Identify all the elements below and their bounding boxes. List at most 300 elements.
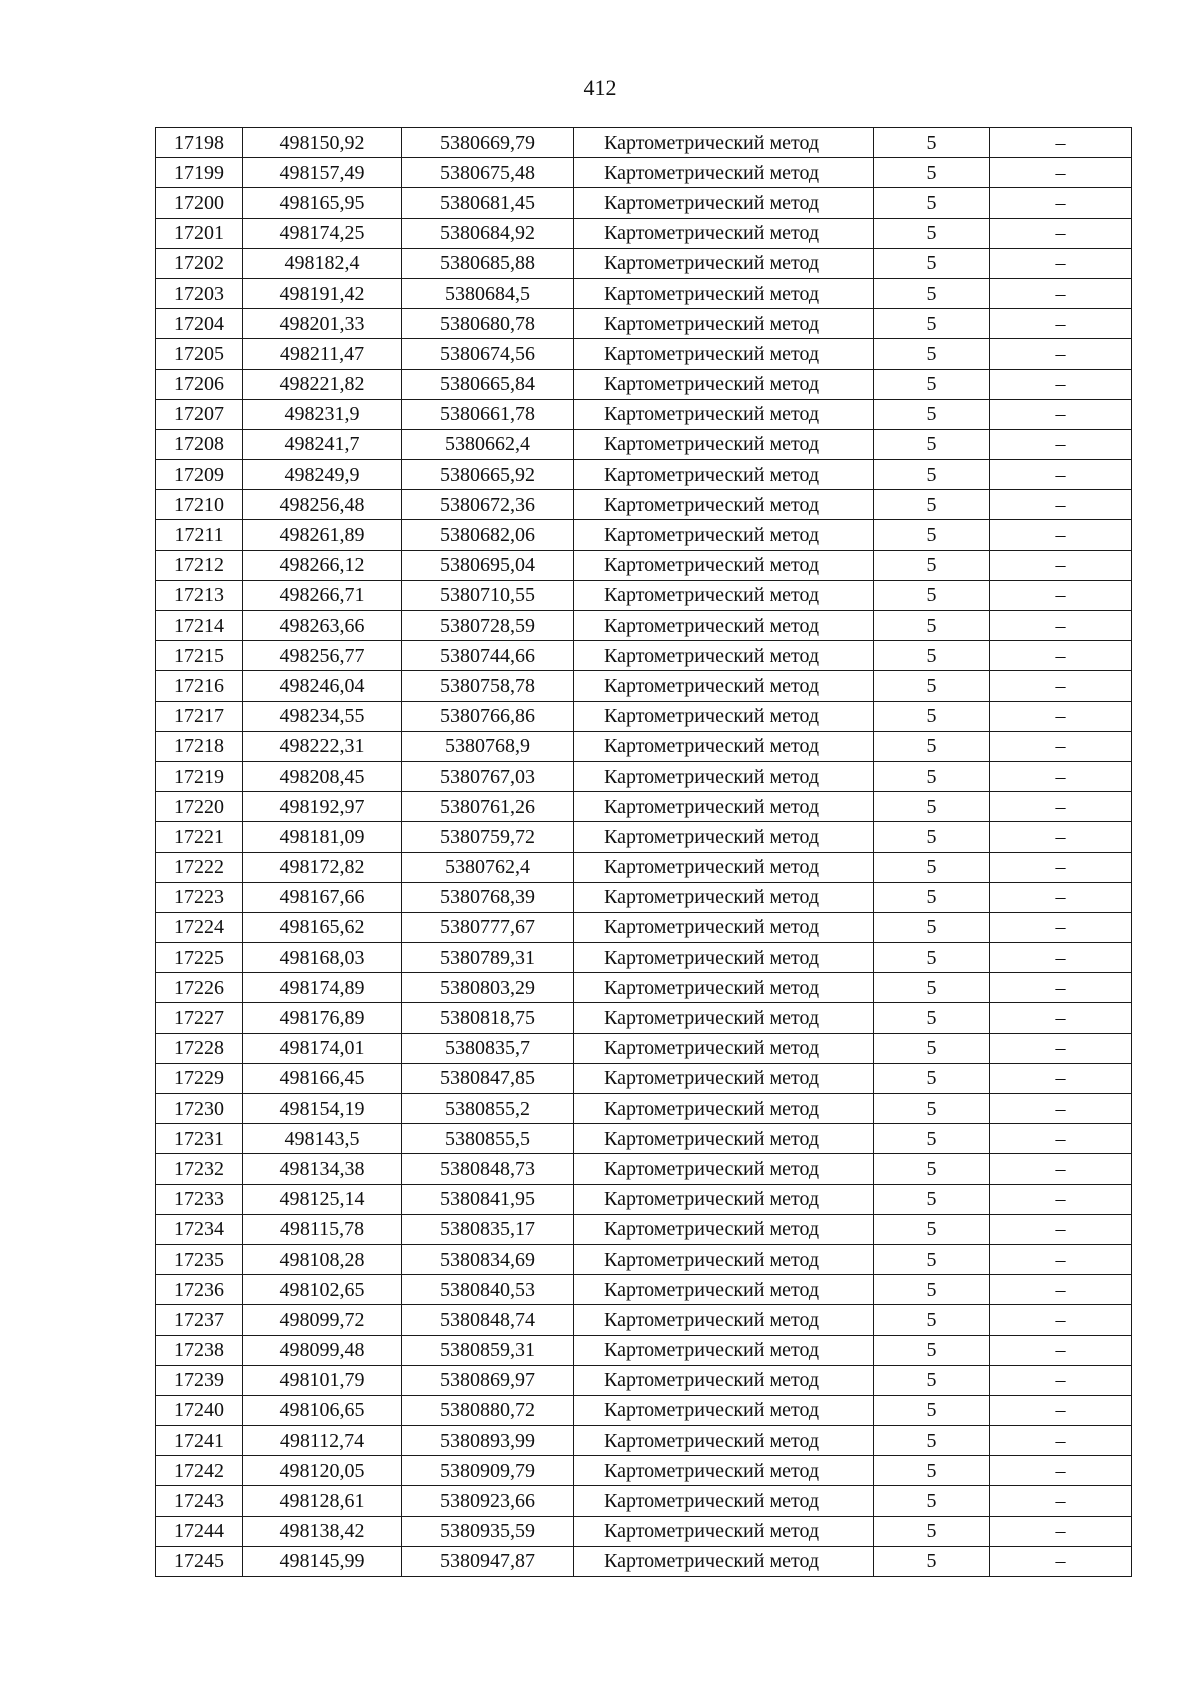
accuracy-cell: 5 <box>874 278 990 308</box>
method-cell: Картометрический метод <box>574 1426 874 1456</box>
y-coordinate-cell: 5380662,4 <box>402 429 574 459</box>
accuracy-cell: 5 <box>874 1426 990 1456</box>
x-coordinate-cell: 498134,38 <box>243 1154 402 1184</box>
table-row <box>156 611 1132 641</box>
note-cell: – <box>990 399 1132 429</box>
table-row <box>156 1335 1132 1365</box>
accuracy-cell: 5 <box>874 490 990 520</box>
method-cell: Картометрический метод <box>574 792 874 822</box>
point-number-cell: 17238 <box>156 1335 243 1365</box>
page-number: 412 <box>583 75 617 100</box>
note-cell: – <box>990 339 1132 369</box>
x-coordinate-cell: 498234,55 <box>243 701 402 731</box>
note-cell: – <box>990 641 1132 671</box>
x-coordinate-cell: 498166,45 <box>243 1063 402 1093</box>
method-cell: Картометрический метод <box>574 1184 874 1214</box>
accuracy-cell: 5 <box>874 1063 990 1093</box>
y-coordinate-cell: 5380835,7 <box>402 1033 574 1063</box>
method-cell: Картометрический метод <box>574 912 874 942</box>
y-coordinate-cell: 5380767,03 <box>402 761 574 791</box>
method-cell: Картометрический метод <box>574 1094 874 1124</box>
table-row <box>156 550 1132 580</box>
coordinates-table-body <box>156 128 1132 1577</box>
method-cell: Картометрический метод <box>574 550 874 580</box>
accuracy-cell: 5 <box>874 128 990 158</box>
method-cell: Картометрический метод <box>574 158 874 188</box>
note-cell: – <box>990 128 1132 158</box>
accuracy-cell: 5 <box>874 701 990 731</box>
note-cell: – <box>990 1033 1132 1063</box>
x-coordinate-cell: 498143,5 <box>243 1124 402 1154</box>
y-coordinate-cell: 5380728,59 <box>402 611 574 641</box>
method-cell: Картометрический метод <box>574 1063 874 1093</box>
table-row <box>156 248 1132 278</box>
method-cell: Картометрический метод <box>574 943 874 973</box>
x-coordinate-cell: 498168,03 <box>243 943 402 973</box>
accuracy-cell: 5 <box>874 550 990 580</box>
x-coordinate-cell: 498249,9 <box>243 460 402 490</box>
method-cell: Картометрический метод <box>574 1516 874 1546</box>
accuracy-cell: 5 <box>874 1275 990 1305</box>
method-cell: Картометрический метод <box>574 671 874 701</box>
point-number-cell: 17219 <box>156 761 243 791</box>
coordinates-table <box>155 127 1132 1577</box>
y-coordinate-cell: 5380669,79 <box>402 128 574 158</box>
x-coordinate-cell: 498261,89 <box>243 520 402 550</box>
point-number-cell: 17207 <box>156 399 243 429</box>
method-cell: Картометрический метод <box>574 248 874 278</box>
method-cell: Картометрический метод <box>574 641 874 671</box>
y-coordinate-cell: 5380710,55 <box>402 580 574 610</box>
point-number-cell: 17243 <box>156 1486 243 1516</box>
note-cell: – <box>990 248 1132 278</box>
table-row <box>156 580 1132 610</box>
point-number-cell: 17232 <box>156 1154 243 1184</box>
accuracy-cell: 5 <box>874 188 990 218</box>
method-cell: Картометрический метод <box>574 520 874 550</box>
method-cell: Картометрический метод <box>574 580 874 610</box>
x-coordinate-cell: 498221,82 <box>243 369 402 399</box>
accuracy-cell: 5 <box>874 731 990 761</box>
table-row <box>156 369 1132 399</box>
y-coordinate-cell: 5380675,48 <box>402 158 574 188</box>
table-row <box>156 822 1132 852</box>
x-coordinate-cell: 498181,09 <box>243 822 402 852</box>
y-coordinate-cell: 5380834,69 <box>402 1244 574 1274</box>
x-coordinate-cell: 498192,97 <box>243 792 402 822</box>
table-row <box>156 882 1132 912</box>
point-number-cell: 17239 <box>156 1365 243 1395</box>
accuracy-cell: 5 <box>874 248 990 278</box>
table-row <box>156 1214 1132 1244</box>
accuracy-cell: 5 <box>874 158 990 188</box>
note-cell: – <box>990 1486 1132 1516</box>
table-row <box>156 1154 1132 1184</box>
method-cell: Картометрический метод <box>574 309 874 339</box>
table-row <box>156 641 1132 671</box>
note-cell: – <box>990 973 1132 1003</box>
accuracy-cell: 5 <box>874 1365 990 1395</box>
table-row <box>156 128 1132 158</box>
note-cell: – <box>990 761 1132 791</box>
x-coordinate-cell: 498172,82 <box>243 852 402 882</box>
x-coordinate-cell: 498246,04 <box>243 671 402 701</box>
accuracy-cell: 5 <box>874 580 990 610</box>
point-number-cell: 17236 <box>156 1275 243 1305</box>
x-coordinate-cell: 498099,48 <box>243 1335 402 1365</box>
method-cell: Картометрический метод <box>574 339 874 369</box>
note-cell: – <box>990 1395 1132 1425</box>
method-cell: Картометрический метод <box>574 1365 874 1395</box>
table-row <box>156 1456 1132 1486</box>
accuracy-cell: 5 <box>874 520 990 550</box>
point-number-cell: 17244 <box>156 1516 243 1546</box>
x-coordinate-cell: 498222,31 <box>243 731 402 761</box>
table-row <box>156 943 1132 973</box>
accuracy-cell: 5 <box>874 1094 990 1124</box>
point-number-cell: 17213 <box>156 580 243 610</box>
method-cell: Картометрический метод <box>574 611 874 641</box>
note-cell: – <box>990 218 1132 248</box>
note-cell: – <box>990 731 1132 761</box>
y-coordinate-cell: 5380759,72 <box>402 822 574 852</box>
point-number-cell: 17202 <box>156 248 243 278</box>
table-row <box>156 1124 1132 1154</box>
table-row <box>156 520 1132 550</box>
note-cell: – <box>990 792 1132 822</box>
x-coordinate-cell: 498101,79 <box>243 1365 402 1395</box>
table-row <box>156 973 1132 1003</box>
note-cell: – <box>990 369 1132 399</box>
method-cell: Картометрический метод <box>574 1033 874 1063</box>
table-row <box>156 1003 1132 1033</box>
point-number-cell: 17215 <box>156 641 243 671</box>
accuracy-cell: 5 <box>874 852 990 882</box>
method-cell: Картометрический метод <box>574 460 874 490</box>
x-coordinate-cell: 498241,7 <box>243 429 402 459</box>
table-row <box>156 1244 1132 1274</box>
method-cell: Картометрический метод <box>574 1244 874 1274</box>
method-cell: Картометрический метод <box>574 1456 874 1486</box>
y-coordinate-cell: 5380768,9 <box>402 731 574 761</box>
point-number-cell: 17208 <box>156 429 243 459</box>
table-row <box>156 1395 1132 1425</box>
point-number-cell: 17218 <box>156 731 243 761</box>
method-cell: Картометрический метод <box>574 218 874 248</box>
note-cell: – <box>990 1003 1132 1033</box>
accuracy-cell: 5 <box>874 761 990 791</box>
y-coordinate-cell: 5380841,95 <box>402 1184 574 1214</box>
y-coordinate-cell: 5380672,36 <box>402 490 574 520</box>
method-cell: Картометрический метод <box>574 1395 874 1425</box>
table-row <box>156 1426 1132 1456</box>
x-coordinate-cell: 498191,42 <box>243 278 402 308</box>
table-row <box>156 278 1132 308</box>
x-coordinate-cell: 498150,92 <box>243 128 402 158</box>
note-cell: – <box>990 943 1132 973</box>
y-coordinate-cell: 5380848,74 <box>402 1305 574 1335</box>
y-coordinate-cell: 5380744,66 <box>402 641 574 671</box>
x-coordinate-cell: 498125,14 <box>243 1184 402 1214</box>
method-cell: Картометрический метод <box>574 852 874 882</box>
y-coordinate-cell: 5380818,75 <box>402 1003 574 1033</box>
point-number-cell: 17228 <box>156 1033 243 1063</box>
x-coordinate-cell: 498157,49 <box>243 158 402 188</box>
point-number-cell: 17229 <box>156 1063 243 1093</box>
note-cell: – <box>990 671 1132 701</box>
point-number-cell: 17241 <box>156 1426 243 1456</box>
note-cell: – <box>990 1305 1132 1335</box>
note-cell: – <box>990 1124 1132 1154</box>
note-cell: – <box>990 158 1132 188</box>
accuracy-cell: 5 <box>874 309 990 339</box>
point-number-cell: 17198 <box>156 128 243 158</box>
note-cell: – <box>990 912 1132 942</box>
accuracy-cell: 5 <box>874 943 990 973</box>
method-cell: Картометрический метод <box>574 1305 874 1335</box>
y-coordinate-cell: 5380768,39 <box>402 882 574 912</box>
note-cell: – <box>990 278 1132 308</box>
method-cell: Картометрический метод <box>574 761 874 791</box>
method-cell: Картометрический метод <box>574 822 874 852</box>
table-row <box>156 309 1132 339</box>
y-coordinate-cell: 5380665,92 <box>402 460 574 490</box>
note-cell: – <box>990 1335 1132 1365</box>
y-coordinate-cell: 5380848,73 <box>402 1154 574 1184</box>
point-number-cell: 17240 <box>156 1395 243 1425</box>
y-coordinate-cell: 5380681,45 <box>402 188 574 218</box>
table-row <box>156 399 1132 429</box>
point-number-cell: 17224 <box>156 912 243 942</box>
table-row <box>156 1063 1132 1093</box>
point-number-cell: 17231 <box>156 1124 243 1154</box>
accuracy-cell: 5 <box>874 1033 990 1063</box>
accuracy-cell: 5 <box>874 882 990 912</box>
method-cell: Картометрический метод <box>574 1154 874 1184</box>
method-cell: Картометрический метод <box>574 1486 874 1516</box>
point-number-cell: 17237 <box>156 1305 243 1335</box>
y-coordinate-cell: 5380761,26 <box>402 792 574 822</box>
point-number-cell: 17221 <box>156 822 243 852</box>
table-row <box>156 701 1132 731</box>
note-cell: – <box>990 1275 1132 1305</box>
x-coordinate-cell: 498106,65 <box>243 1395 402 1425</box>
point-number-cell: 17230 <box>156 1094 243 1124</box>
point-number-cell: 17203 <box>156 278 243 308</box>
point-number-cell: 17220 <box>156 792 243 822</box>
x-coordinate-cell: 498102,65 <box>243 1275 402 1305</box>
table-row <box>156 218 1132 248</box>
accuracy-cell: 5 <box>874 912 990 942</box>
note-cell: – <box>990 1154 1132 1184</box>
table-row <box>156 1305 1132 1335</box>
accuracy-cell: 5 <box>874 1486 990 1516</box>
accuracy-cell: 5 <box>874 1214 990 1244</box>
note-cell: – <box>990 611 1132 641</box>
x-coordinate-cell: 498165,62 <box>243 912 402 942</box>
accuracy-cell: 5 <box>874 218 990 248</box>
method-cell: Картометрический метод <box>574 399 874 429</box>
y-coordinate-cell: 5380855,5 <box>402 1124 574 1154</box>
y-coordinate-cell: 5380880,72 <box>402 1395 574 1425</box>
accuracy-cell: 5 <box>874 1546 990 1576</box>
table-row <box>156 671 1132 701</box>
note-cell: – <box>990 1365 1132 1395</box>
table-row <box>156 1184 1132 1214</box>
note-cell: – <box>990 460 1132 490</box>
accuracy-cell: 5 <box>874 1154 990 1184</box>
note-cell: – <box>990 1244 1132 1274</box>
point-number-cell: 17214 <box>156 611 243 641</box>
y-coordinate-cell: 5380665,84 <box>402 369 574 399</box>
point-number-cell: 17222 <box>156 852 243 882</box>
table-row <box>156 490 1132 520</box>
point-number-cell: 17223 <box>156 882 243 912</box>
point-number-cell: 17242 <box>156 1456 243 1486</box>
note-cell: – <box>990 1214 1132 1244</box>
y-coordinate-cell: 5380682,06 <box>402 520 574 550</box>
point-number-cell: 17209 <box>156 460 243 490</box>
accuracy-cell: 5 <box>874 1184 990 1214</box>
x-coordinate-cell: 498165,95 <box>243 188 402 218</box>
method-cell: Картометрический метод <box>574 369 874 399</box>
table-row <box>156 1516 1132 1546</box>
accuracy-cell: 5 <box>874 339 990 369</box>
accuracy-cell: 5 <box>874 1244 990 1274</box>
point-number-cell: 17217 <box>156 701 243 731</box>
point-number-cell: 17199 <box>156 158 243 188</box>
table-row <box>156 1546 1132 1576</box>
x-coordinate-cell: 498112,74 <box>243 1426 402 1456</box>
method-cell: Картометрический метод <box>574 701 874 731</box>
y-coordinate-cell: 5380684,92 <box>402 218 574 248</box>
y-coordinate-cell: 5380909,79 <box>402 1456 574 1486</box>
point-number-cell: 17235 <box>156 1244 243 1274</box>
x-coordinate-cell: 498145,99 <box>243 1546 402 1576</box>
y-coordinate-cell: 5380661,78 <box>402 399 574 429</box>
point-number-cell: 17234 <box>156 1214 243 1244</box>
method-cell: Картометрический метод <box>574 1275 874 1305</box>
method-cell: Картометрический метод <box>574 882 874 912</box>
y-coordinate-cell: 5380947,87 <box>402 1546 574 1576</box>
accuracy-cell: 5 <box>874 611 990 641</box>
point-number-cell: 17233 <box>156 1184 243 1214</box>
method-cell: Картометрический метод <box>574 731 874 761</box>
table-row <box>156 188 1132 218</box>
method-cell: Картометрический метод <box>574 128 874 158</box>
method-cell: Картометрический метод <box>574 1335 874 1365</box>
table-row <box>156 460 1132 490</box>
y-coordinate-cell: 5380758,78 <box>402 671 574 701</box>
note-cell: – <box>990 1184 1132 1214</box>
table-row <box>156 1275 1132 1305</box>
table-row <box>156 852 1132 882</box>
accuracy-cell: 5 <box>874 1395 990 1425</box>
y-coordinate-cell: 5380684,5 <box>402 278 574 308</box>
accuracy-cell: 5 <box>874 1124 990 1154</box>
x-coordinate-cell: 498266,12 <box>243 550 402 580</box>
x-coordinate-cell: 498176,89 <box>243 1003 402 1033</box>
y-coordinate-cell: 5380685,88 <box>402 248 574 278</box>
note-cell: – <box>990 429 1132 459</box>
table-row <box>156 429 1132 459</box>
table-row <box>156 731 1132 761</box>
y-coordinate-cell: 5380855,2 <box>402 1094 574 1124</box>
accuracy-cell: 5 <box>874 792 990 822</box>
note-cell: – <box>990 188 1132 218</box>
point-number-cell: 17204 <box>156 309 243 339</box>
table-row <box>156 1486 1132 1516</box>
note-cell: – <box>990 1456 1132 1486</box>
method-cell: Картометрический метод <box>574 1003 874 1033</box>
table-row <box>156 761 1132 791</box>
note-cell: – <box>990 309 1132 339</box>
y-coordinate-cell: 5380789,31 <box>402 943 574 973</box>
point-number-cell: 17211 <box>156 520 243 550</box>
x-coordinate-cell: 498211,47 <box>243 339 402 369</box>
note-cell: – <box>990 1094 1132 1124</box>
y-coordinate-cell: 5380766,86 <box>402 701 574 731</box>
point-number-cell: 17206 <box>156 369 243 399</box>
point-number-cell: 17201 <box>156 218 243 248</box>
accuracy-cell: 5 <box>874 1516 990 1546</box>
table-row <box>156 792 1132 822</box>
y-coordinate-cell: 5380923,66 <box>402 1486 574 1516</box>
note-cell: – <box>990 550 1132 580</box>
x-coordinate-cell: 498099,72 <box>243 1305 402 1335</box>
note-cell: – <box>990 1546 1132 1576</box>
note-cell: – <box>990 520 1132 550</box>
note-cell: – <box>990 1516 1132 1546</box>
x-coordinate-cell: 498138,42 <box>243 1516 402 1546</box>
accuracy-cell: 5 <box>874 1335 990 1365</box>
x-coordinate-cell: 498174,25 <box>243 218 402 248</box>
point-number-cell: 17212 <box>156 550 243 580</box>
accuracy-cell: 5 <box>874 1456 990 1486</box>
note-cell: – <box>990 852 1132 882</box>
note-cell: – <box>990 822 1132 852</box>
x-coordinate-cell: 498115,78 <box>243 1214 402 1244</box>
accuracy-cell: 5 <box>874 671 990 701</box>
x-coordinate-cell: 498182,4 <box>243 248 402 278</box>
x-coordinate-cell: 498208,45 <box>243 761 402 791</box>
note-cell: – <box>990 882 1132 912</box>
point-number-cell: 17200 <box>156 188 243 218</box>
point-number-cell: 17210 <box>156 490 243 520</box>
y-coordinate-cell: 5380893,99 <box>402 1426 574 1456</box>
table-row <box>156 1094 1132 1124</box>
note-cell: – <box>990 701 1132 731</box>
accuracy-cell: 5 <box>874 429 990 459</box>
method-cell: Картометрический метод <box>574 188 874 218</box>
y-coordinate-cell: 5380869,97 <box>402 1365 574 1395</box>
method-cell: Картометрический метод <box>574 1124 874 1154</box>
point-number-cell: 17245 <box>156 1546 243 1576</box>
y-coordinate-cell: 5380762,4 <box>402 852 574 882</box>
x-coordinate-cell: 498154,19 <box>243 1094 402 1124</box>
point-number-cell: 17225 <box>156 943 243 973</box>
point-number-cell: 17216 <box>156 671 243 701</box>
table-row <box>156 912 1132 942</box>
table-row <box>156 158 1132 188</box>
x-coordinate-cell: 498167,66 <box>243 882 402 912</box>
accuracy-cell: 5 <box>874 822 990 852</box>
y-coordinate-cell: 5380835,17 <box>402 1214 574 1244</box>
method-cell: Картометрический метод <box>574 278 874 308</box>
y-coordinate-cell: 5380803,29 <box>402 973 574 1003</box>
accuracy-cell: 5 <box>874 1003 990 1033</box>
x-coordinate-cell: 498256,48 <box>243 490 402 520</box>
